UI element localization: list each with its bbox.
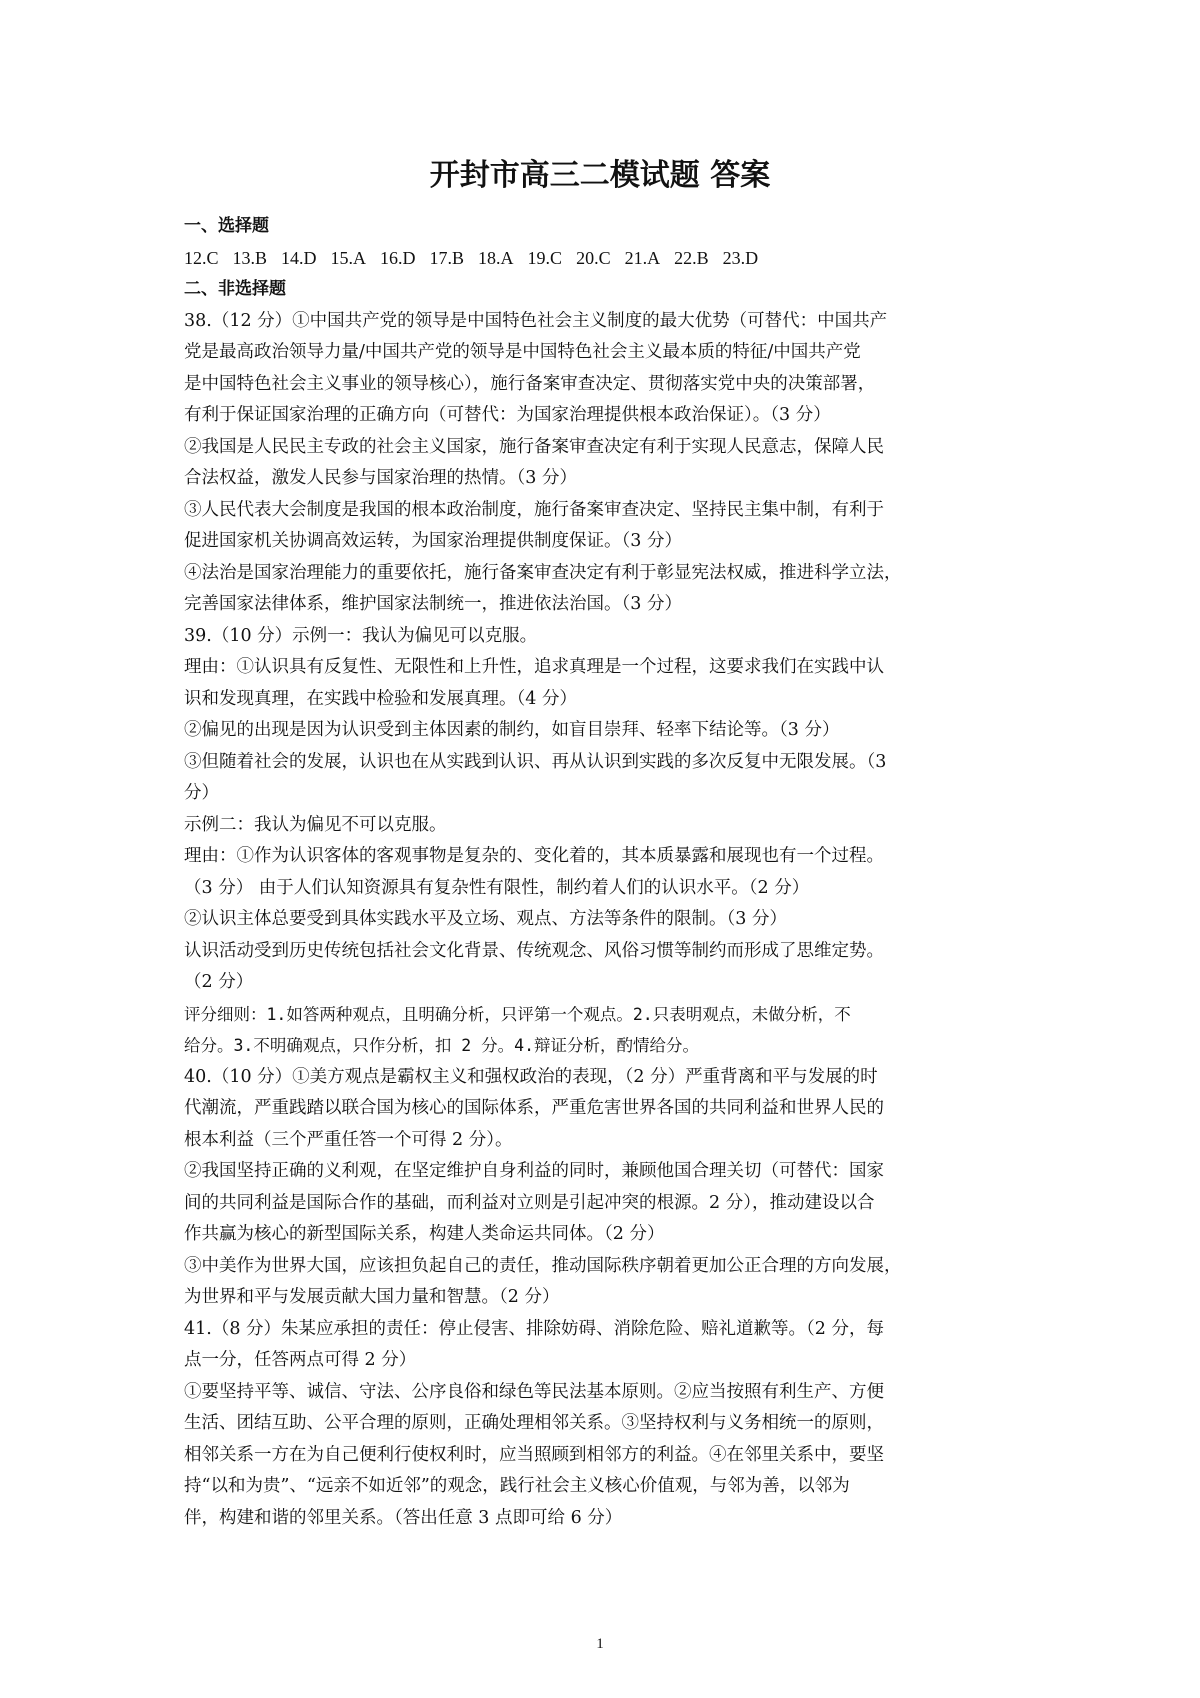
text-line: ②我国是人民民主专政的社会主义国家，施行备案审查决定有利于实现人民意志，保障人民 bbox=[184, 436, 884, 457]
text-line: 代潮流，严重践踏以联合国为核心的国际体系，严重危害世界各国的共同利益和世界人民的 bbox=[184, 1098, 884, 1118]
choice-answers-row bbox=[184, 243, 1030, 275]
answer-item: 16.D bbox=[380, 247, 416, 268]
text-line: 理由：①作为认识客体的客观事物是复杂的、变化着的，其本质暴露和展现也有一个过程。 bbox=[184, 846, 884, 866]
text-line: ①要坚持平等、诚信、守法、公序良俗和绿色等民法基本原则。②应当按照有利生产、方便 bbox=[184, 1381, 884, 1402]
answer-item: 12.C bbox=[184, 247, 219, 268]
text-line: 间的共同利益是国际合作的基础，而利益对立则是引起冲突的根源。2 分），推动建设以合 bbox=[184, 1192, 875, 1213]
text-line: 示例二：我认为偏见不可以克服。 bbox=[184, 814, 447, 835]
section-heading-nonchoice: 二、非选择题 bbox=[184, 279, 286, 299]
scoring-note-line: 评分细则：1.如答两种观点，且明确分析，只评第一个观点。2.只表明观点，未做分析，不 bbox=[184, 1004, 851, 1024]
text-line: 党是最高政治领导力量/中国共产党的领导是中国特色社会主义最本质的特征/中国共产党 bbox=[184, 342, 861, 362]
answer-item: 23.D bbox=[722, 247, 759, 268]
answer-item: 22.B bbox=[674, 247, 709, 268]
text-line: 伴，构建和谐的邻里关系。（答出任意 3 点即可给 6 分） bbox=[184, 1507, 623, 1528]
text-line: 识和发现真理，在实践中检验和发展真理。（4 分） bbox=[184, 688, 577, 709]
text-line: 作共赢为核心的新型国际关系，构建人类命运共同体。（2 分） bbox=[184, 1224, 665, 1244]
text-line: 有利于保证国家治理的正确方向（可替代：为国家治理提供根本政治保证）。（3 分） bbox=[184, 405, 831, 425]
text-line: 持“以和为贵”、“远亲不如近邻”的观念，践行社会主义核心价值观，与邻为善，以邻为 bbox=[184, 1476, 850, 1496]
answer-item: 15.A bbox=[330, 247, 367, 268]
text-line: 41.（8 分）朱某应承担的责任：停止侵害、排除妨碍、消除危险、赔礼道歉等。（2 分，每 bbox=[184, 1318, 884, 1339]
text-line: （2 分） bbox=[184, 972, 254, 992]
text-line: 合法权益，激发人民参与国家治理的热情。（3 分） bbox=[184, 468, 577, 488]
answer-item: 19.C bbox=[527, 247, 563, 268]
text-line: 分） bbox=[184, 783, 219, 803]
section-heading-choice: 一、选择题 bbox=[184, 216, 269, 236]
text-line: ③但随着社会的发展，认识也在从实践到认识、再从认识到实践的多次反复中无限发展。（3 bbox=[184, 751, 887, 772]
text-line: 完善国家法律体系，维护国家法制统一，推进依法治国。（3 分） bbox=[184, 594, 682, 614]
text-line: 为世界和平与发展贡献大国力量和智慧。（2 分） bbox=[184, 1287, 560, 1307]
answer-item: 14.D bbox=[281, 247, 317, 268]
text-line: 生活、团结互助、公平合理的原则，正确处理相邻关系。③坚持权利与义务相统一的原则， bbox=[184, 1413, 884, 1433]
text-line: 40.（10 分）①美方观点是霸权主义和强权政治的表现，（2 分）严重背离和平与发展的时 bbox=[184, 1066, 878, 1087]
text-line: 点一分，任答两点可得 2 分） bbox=[184, 1350, 417, 1370]
document-body bbox=[184, 211, 1030, 1534]
text-line: ②认识主体总要受到具体实践水平及立场、观点、方法等条件的限制。（3 分） bbox=[184, 909, 787, 929]
text-line: （3 分） 由于人们认知资源具有复杂性有限性，制约着人们的认识水平。（2 分） bbox=[184, 877, 810, 898]
answer-item: 20.C bbox=[576, 247, 611, 268]
text-line: ③人民代表大会制度是我国的根本政治制度，施行备案审查决定、坚持民主集中制，有利于 bbox=[184, 499, 884, 520]
text-line: ④法治是国家治理能力的重要依托，施行备案审查决定有利于彰显宪法权威，推进科学立法， bbox=[184, 562, 902, 583]
answer-item: 21.A bbox=[624, 247, 661, 268]
scoring-note-line: 给分。3.不明确观点，只作分析，扣 2 分。4.辩证分析，酌情给分。 bbox=[184, 1036, 700, 1055]
text-line: 39.（10 分）示例一：我认为偏见可以克服。 bbox=[184, 625, 538, 646]
page-title: 开封市高三二模试题 答案 bbox=[429, 158, 771, 193]
text-line: 理由：①认识具有反复性、无限性和上升性，追求真理是一个过程，这要求我们在实践中认 bbox=[184, 657, 884, 677]
answer-item: 18.A bbox=[478, 247, 514, 268]
text-line: ②我国坚持正确的义利观，在坚定维护自身利益的同时，兼顾他国合理关切（可替代：国家 bbox=[184, 1161, 884, 1181]
text-line: 相邻关系一方在为自己便利行使权利时，应当照顾到相邻方的利益。④在邻里关系中，要坚 bbox=[184, 1444, 884, 1465]
text-line: 促进国家机关协调高效运转，为国家治理提供制度保证。（3 分） bbox=[184, 531, 682, 551]
answer-item: 13.B bbox=[232, 247, 268, 268]
text-line: 是中国特色社会主义事业的领导核心），施行备案审查决定、贯彻落实党中央的决策部署， bbox=[184, 373, 876, 394]
text-line: ②偏见的出现是因为认识受到主体因素的制约，如盲目崇拜、轻率下结论等。（3 分） bbox=[184, 720, 840, 740]
text-line: ③中美作为世界大国，应该担负起自己的责任，推动国际秩序朝着更加公正合理的方向发展， bbox=[184, 1255, 902, 1276]
text-line: 38.（12 分）①中国共产党的领导是中国特色社会主义制度的最大优势（可替代：中国共产 bbox=[184, 310, 888, 331]
text-line: 根本利益（三个严重任答一个可得 2 分）。 bbox=[184, 1129, 513, 1150]
page-number: 1 bbox=[596, 1636, 604, 1652]
text-line: 认识活动受到历史传统包括社会文化背景、传统观念、风俗习惯等制约而形成了思维定势。 bbox=[184, 940, 884, 961]
answer-item: 17.B bbox=[429, 247, 465, 268]
